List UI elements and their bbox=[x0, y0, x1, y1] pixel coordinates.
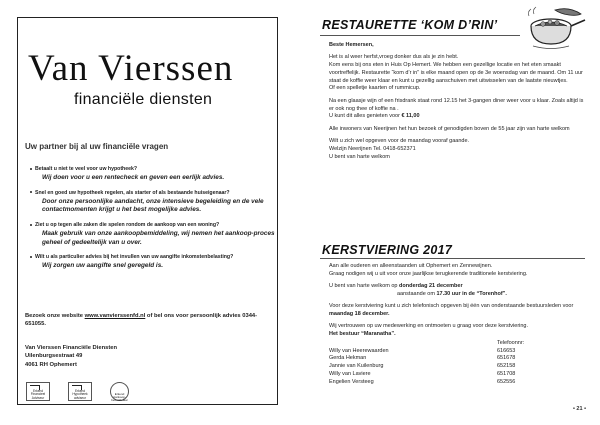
ad-item bbox=[30, 222, 275, 247]
event-time-location: 17.30 uur in de “Torenhof”. bbox=[436, 290, 507, 297]
address-line: 4061 RH Ophemert bbox=[25, 361, 77, 368]
ad-tagline: Uw partner bij al uw financiële vragen bbox=[25, 142, 169, 151]
phone-header: Telefoonnr: bbox=[497, 339, 525, 346]
bullet-icon bbox=[30, 256, 32, 258]
ad-item bbox=[30, 254, 275, 271]
bullet-icon bbox=[30, 168, 32, 170]
ad-item bbox=[30, 166, 275, 183]
title-divider bbox=[320, 35, 520, 36]
kerst-paragraph-3 bbox=[329, 303, 591, 319]
company-address bbox=[25, 344, 117, 369]
restaurette-paragraph-4: Wilt u zich wel opgeven voor de maandag vooraf gaande. Welzijn Neerijnen Tel. 0418-652371 U bent van harte welkom bbox=[329, 137, 470, 160]
kerst-paragraph-2 bbox=[329, 283, 591, 299]
restaurette-paragraph-1: Het is al weer herfst,vroeg donker dus als je zin hebt. Kom eens bij ons eten in Huis Op Hemert. We hebben een gezellige locatie en het eten smaakt voortreffelijk. Restaurette “kom d’r in” is elke maand open op de 3e woensdag van de maand. Om 11 uur staat de koffie weer klaar en kunt u gezellig aanschuiven met uitwisselen van de laatste nieuwtjes. Of een spelletje kaarten of rummicup. bbox=[329, 54, 583, 92]
kerstviering-title: KERSTVIERING 2017 bbox=[322, 243, 453, 257]
contact-phone: 616653 bbox=[497, 347, 516, 354]
right-column bbox=[320, 0, 590, 425]
title-divider bbox=[320, 258, 585, 259]
contact-name: Gerda Hekman bbox=[329, 355, 367, 362]
table-row bbox=[329, 355, 591, 363]
ad-question: Betaalt u niet te veel voor uw hypotheek? bbox=[35, 166, 138, 172]
ad-question: Snel en goed uw hypotheek regelen, als starter of als bestaande huiseigenaar? bbox=[35, 189, 230, 196]
kerst-time-lead: aanstaande om bbox=[397, 290, 437, 297]
restaurette-paragraph-2 bbox=[329, 98, 587, 121]
signup-deadline: maandag 18 december. bbox=[329, 310, 390, 317]
table-header-row bbox=[329, 340, 591, 348]
contact-phone: 651708 bbox=[497, 371, 516, 378]
table-row bbox=[329, 348, 591, 356]
contact-name: Engelien Versteeg bbox=[329, 378, 374, 385]
bullet-icon bbox=[30, 191, 32, 193]
restaurette-paragraph-3: Alle inwoners van Neerijnen het hun bezoek of genodigden boven de 55 jaar zijn van harte welkom bbox=[329, 125, 570, 132]
table-row bbox=[329, 379, 591, 387]
hypotheek-adviseur-badge-icon: Erkend Hypotheek adviseur bbox=[68, 382, 92, 401]
bullet-icon bbox=[30, 224, 32, 226]
company-logo: Van Vierssen bbox=[28, 48, 234, 89]
ad-answer: Wij doen voor u een rentecheck en geven een eerlijk advies. bbox=[42, 174, 225, 181]
contact-post-text: of bel ons voor persoonlijk advies 0344-651055. bbox=[25, 313, 258, 327]
page-number: • 21 • bbox=[572, 406, 586, 412]
contact-name: Jannie van Kuilenburg bbox=[329, 363, 384, 370]
website-link[interactable]: www.vanvierssenfd.nl bbox=[84, 313, 146, 319]
kerst-closing-text: Wij vertrouwen op uw medewerking en ontmoeten u graag voor deze kerstviering. bbox=[329, 323, 529, 330]
ad-answer: Door onze persoonlijke aandacht, onze intensieve begeleiding en de vele contactmomenten krijgt u het best mogelijke advies. bbox=[42, 197, 264, 214]
greeting: Beste Hemersen, bbox=[329, 42, 374, 48]
contact-name: Willy van Laviere bbox=[329, 371, 371, 378]
ad-answer: Wij zorgen uw aangifte snel geregeld is. bbox=[42, 262, 164, 270]
contact-phone: 651678 bbox=[497, 355, 516, 362]
restaurette-body bbox=[329, 42, 587, 166]
ad-question-list bbox=[30, 166, 275, 278]
contact-name: Willy van Heerewaarden bbox=[329, 347, 389, 354]
certification-badges bbox=[26, 382, 129, 401]
advertisement-van-vierssen bbox=[17, 17, 278, 405]
aankoopbemiddelaar-badge-icon: Erkend Aankoop-bemiddelaar bbox=[110, 382, 129, 401]
kerst-welcome-text: U bent van harte welkom op bbox=[329, 283, 400, 290]
ad-question: Ziet u op tegen alle zaken die spelen rondom de aankoop van een woning? bbox=[35, 221, 220, 228]
price: € 11,00 bbox=[401, 113, 420, 120]
ad-question: Wilt u als particulier advies bij het invullen van uw aangifte inkomstenbelasting? bbox=[35, 254, 234, 261]
event-date: donderdag 21 december bbox=[399, 283, 463, 290]
contact-phone: 652556 bbox=[497, 378, 516, 385]
kerst-paragraph-4 bbox=[329, 323, 591, 339]
contact-pre-text: Bezoek onze website bbox=[25, 313, 85, 319]
address-line: Van Vierssen Financiële Diensten bbox=[25, 345, 118, 351]
board-signature: Het bestuur “Maranatha”. bbox=[329, 331, 396, 338]
ad-answer: Maak gebruik van onze aankoopbemiddeling, wij nemen het aankoop-proces geheel of gedeeltelijk van u over. bbox=[42, 229, 275, 246]
restaurette-title: RESTAURETTE ‘KOM D’RIN’ bbox=[322, 18, 498, 32]
contact-phone: 652158 bbox=[497, 363, 516, 370]
restaurette-paragraph-2-text: Na een glaasje wijn of een frisdrank staat rond 12.15 het 3-gangen diner weer voor u klaar. Zoals altijd is er ook nog thee of koffie na . U kunt dit alles genieten voor bbox=[329, 97, 584, 120]
kerst-paragraph-1: Aan alle ouderen en alleenstaanden uit Ophemert en Zennewijnen. Graag nodigen wij u uit voor onze jaarlijkse terugkerende traditionele kerstviering. bbox=[329, 263, 528, 277]
kerst-signup-text: Voor deze kerstviering kunt u zich telefonisch opgeven bij één van onderstaande bestuursleden voor bbox=[329, 303, 574, 310]
kerstviering-body bbox=[329, 263, 591, 387]
table-row bbox=[329, 363, 591, 371]
ad-item bbox=[30, 190, 275, 215]
company-logo-subtitle: financiële diensten bbox=[74, 91, 213, 108]
board-contacts-table bbox=[329, 340, 591, 387]
ad-contact-text bbox=[25, 313, 275, 329]
table-row bbox=[329, 371, 591, 379]
address-line: Uilenburgsestraat 49 bbox=[25, 353, 83, 360]
financieel-adviseur-badge-icon: Erkend Financieel Adviseur bbox=[26, 382, 50, 401]
